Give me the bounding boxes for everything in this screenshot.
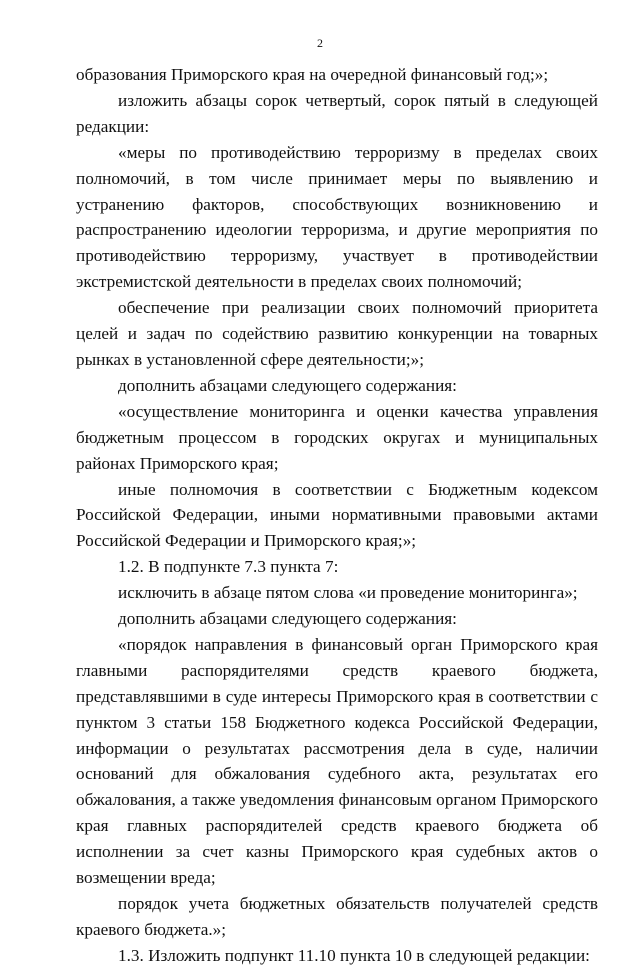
paragraph: иные полномочия в соответствии с Бюджетным кодексом Российской Федерации, иными нормативными правовыми актами Российской Федерации и Приморского края;»; bbox=[76, 479, 598, 551]
paragraph: обеспечение при реализации своих полномочий приоритета целей и задач по содействию развитию конкуренции на товарных рынках в установленной сфере деятельности;»; bbox=[76, 298, 598, 369]
paragraph: «меры по противодействию терроризму в пределах своих полномочий, в том числе принимает меры по выявлению и устранению факторов, способствующих возникновению и распространению идеологии терроризма, и другие мероприятия по противодействию терроризму, участвует в противодействии экстремистской деятельности в пределах своих полномочий; bbox=[76, 142, 598, 292]
paragraph-continuation: образования Приморского края на очередной финансовый год;»; bbox=[76, 65, 549, 84]
paragraph: «осуществление мониторинга и оценки качества управления бюджетным процессом в городских округах и муниципальных районах Приморского края; bbox=[76, 401, 598, 473]
paragraph: дополнить абзацами следующего содержания: bbox=[118, 609, 457, 629]
paragraph: порядок учета бюджетных обязательств получателей средств краевого бюджета.»; bbox=[76, 894, 598, 939]
paragraph: дополнить абзацами следующего содержания: bbox=[118, 375, 457, 395]
paragraph: «порядок направления в финансовый орган Приморского края главными распорядителями средств краевого бюджета, представлявшими в суде интересы Приморского края в соответствии с пунктом 3 статьи 158 Бюджетного кодекса Российской Федерации, информации о результатах рассмотрения дела в суде, наличии оснований для обжалования судебного акта, результатах его обжалования, а также уведомления финансовым органом Приморского края главных распорядителей средств краевого бюджета об исполнении за счет казны Приморского края судебных актов о возмещении вреда; bbox=[76, 634, 598, 888]
section-heading: 1.2. В подпункте 7.3 пункта 7: bbox=[118, 557, 339, 577]
paragraph: изложить абзацы сорок четвертый, сорок пятый в следующей редакции: bbox=[76, 90, 598, 136]
document-body bbox=[76, 62, 598, 969]
paragraph: исключить в абзаце пятом слова «и проведение мониторинга»; bbox=[118, 583, 578, 603]
page-number: 2 bbox=[317, 36, 323, 50]
section-heading: 1.3. Изложить подпункт 11.10 пункта 10 в следующей редакции: bbox=[118, 945, 590, 965]
